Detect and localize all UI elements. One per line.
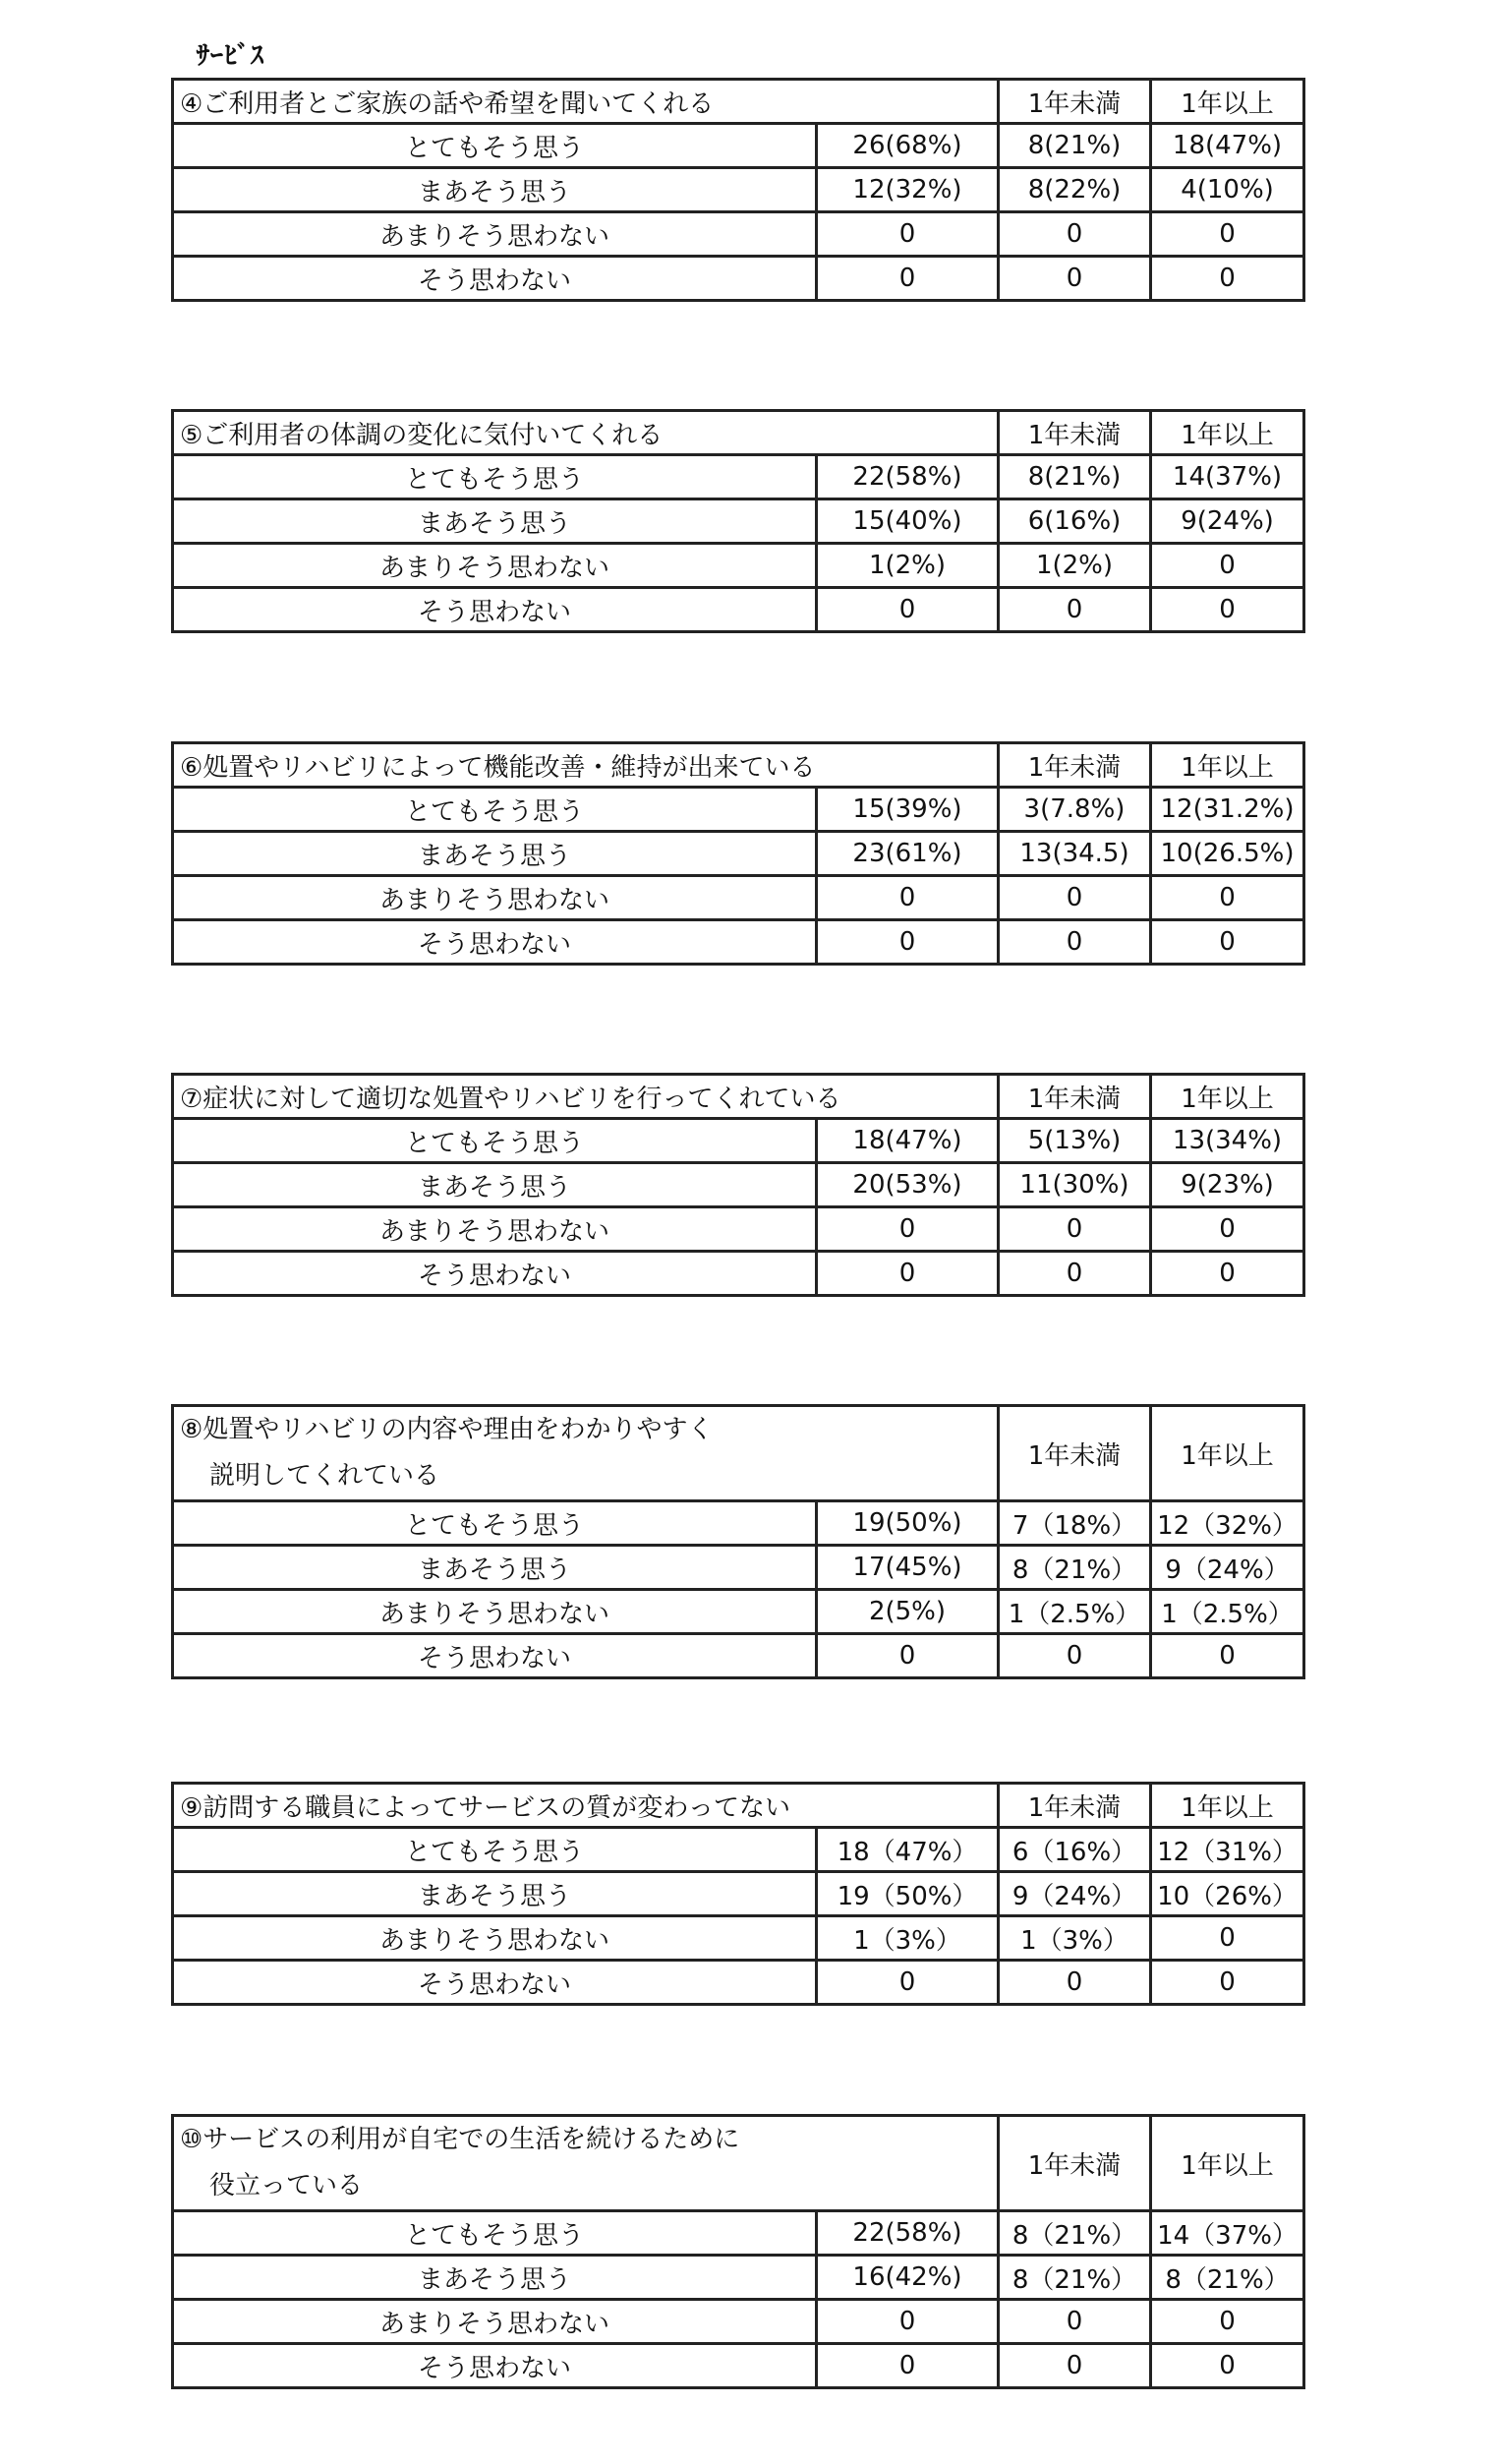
under1-cell: 0 bbox=[999, 920, 1151, 965]
row-label: そう思わない bbox=[173, 920, 817, 965]
total-cell: 0 bbox=[817, 876, 999, 920]
under1-cell: 0 bbox=[999, 1634, 1151, 1678]
under1-cell: 1（2.5%） bbox=[999, 1590, 1151, 1634]
total-cell: 12(32%) bbox=[817, 168, 999, 212]
table-row bbox=[173, 2344, 1304, 2388]
section-heading: ｻｰﾋﾞｽ bbox=[197, 41, 265, 71]
col-header-under1: 1年未満 bbox=[999, 80, 1151, 124]
total-cell: 18（47%） bbox=[817, 1828, 999, 1872]
over1-cell: 0 bbox=[1151, 212, 1304, 257]
under1-cell: 1（3%） bbox=[999, 1916, 1151, 1961]
col-header-over1: 1年以上 bbox=[1151, 743, 1304, 788]
question-text: ④ご利用者とご家族の話や希望を聞いてくれる bbox=[173, 80, 999, 124]
row-label: とてもそう思う bbox=[173, 1119, 817, 1163]
table-row bbox=[173, 1501, 1304, 1546]
row-label: まあそう思う bbox=[173, 499, 817, 544]
over1-cell: 12(31.2%) bbox=[1151, 788, 1304, 832]
row-label: まあそう思う bbox=[173, 2256, 817, 2300]
total-cell: 16(42%) bbox=[817, 2256, 999, 2300]
row-label: あまりそう思わない bbox=[173, 1207, 817, 1252]
table-row bbox=[173, 832, 1304, 876]
row-label: そう思わない bbox=[173, 1634, 817, 1678]
total-cell: 15(40%) bbox=[817, 499, 999, 544]
row-label: とてもそう思う bbox=[173, 455, 817, 499]
row-label: そう思わない bbox=[173, 588, 817, 632]
col-header-under1: 1年未満 bbox=[999, 1075, 1151, 1119]
over1-cell: 0 bbox=[1151, 876, 1304, 920]
row-label: まあそう思う bbox=[173, 832, 817, 876]
over1-cell: 0 bbox=[1151, 544, 1304, 588]
over1-cell: 0 bbox=[1151, 1252, 1304, 1296]
under1-cell: 8（21%） bbox=[999, 1546, 1151, 1590]
question-line-2: 役立っている bbox=[209, 2171, 364, 2200]
question-line-1: ⑩サービスの利用が自宅での生活を続けるために bbox=[180, 2125, 740, 2154]
total-cell: 1（3%） bbox=[817, 1916, 999, 1961]
over1-cell: 0 bbox=[1151, 2344, 1304, 2388]
row-label: まあそう思う bbox=[173, 1163, 817, 1207]
under1-cell: 0 bbox=[999, 2344, 1151, 2388]
table-row bbox=[173, 1828, 1304, 1872]
total-cell: 0 bbox=[817, 212, 999, 257]
under1-cell: 11(30%) bbox=[999, 1163, 1151, 1207]
total-cell: 23(61%) bbox=[817, 832, 999, 876]
table-header-row bbox=[173, 2116, 1304, 2211]
total-cell: 0 bbox=[817, 1961, 999, 2005]
table-row bbox=[173, 1119, 1304, 1163]
survey-table-4 bbox=[171, 78, 1305, 302]
over1-cell: 0 bbox=[1151, 588, 1304, 632]
total-cell: 0 bbox=[817, 1252, 999, 1296]
table-row bbox=[173, 544, 1304, 588]
survey-table-8 bbox=[171, 1404, 1305, 1679]
col-header-under1: 1年未満 bbox=[999, 411, 1151, 455]
table-row bbox=[173, 920, 1304, 965]
over1-cell: 14(37%) bbox=[1151, 455, 1304, 499]
row-label: あまりそう思わない bbox=[173, 1916, 817, 1961]
total-cell: 15(39%) bbox=[817, 788, 999, 832]
survey-table-10 bbox=[171, 2114, 1305, 2389]
row-label: そう思わない bbox=[173, 2344, 817, 2388]
total-cell: 0 bbox=[817, 588, 999, 632]
table-row bbox=[173, 455, 1304, 499]
table-header-row bbox=[173, 1784, 1304, 1828]
table-row bbox=[173, 1916, 1304, 1961]
question-text: ⑦症状に対して適切な処置やリハビリを行ってくれている bbox=[173, 1075, 999, 1119]
table-row bbox=[173, 1546, 1304, 1590]
total-cell: 18(47%) bbox=[817, 1119, 999, 1163]
total-cell: 17(45%) bbox=[817, 1546, 999, 1590]
question-text: ⑨訪問する職員によってサービスの質が変わってない bbox=[173, 1784, 999, 1828]
table-header-row bbox=[173, 411, 1304, 455]
under1-cell: 9（24%） bbox=[999, 1872, 1151, 1916]
under1-cell: 0 bbox=[999, 212, 1151, 257]
over1-cell: 8（21%） bbox=[1151, 2256, 1304, 2300]
row-label: とてもそう思う bbox=[173, 124, 817, 168]
under1-cell: 0 bbox=[999, 2300, 1151, 2344]
col-header-under1: 1年未満 bbox=[999, 743, 1151, 788]
under1-cell: 0 bbox=[999, 876, 1151, 920]
over1-cell: 0 bbox=[1151, 257, 1304, 301]
question-line-1: ⑧処置やリハビリの内容や理由をわかりやすく bbox=[180, 1415, 714, 1444]
over1-cell: 14（37%） bbox=[1151, 2211, 1304, 2256]
over1-cell: 10(26.5%) bbox=[1151, 832, 1304, 876]
table-row bbox=[173, 1163, 1304, 1207]
table-row bbox=[173, 257, 1304, 301]
over1-cell: 4(10%) bbox=[1151, 168, 1304, 212]
table-row bbox=[173, 2211, 1304, 2256]
under1-cell: 8(22%) bbox=[999, 168, 1151, 212]
over1-cell: 0 bbox=[1151, 1916, 1304, 1961]
row-label: そう思わない bbox=[173, 257, 817, 301]
col-header-over1: 1年以上 bbox=[1151, 1075, 1304, 1119]
col-header-over1: 1年以上 bbox=[1151, 1406, 1304, 1501]
total-cell: 22(58%) bbox=[817, 2211, 999, 2256]
survey-table-7 bbox=[171, 1073, 1305, 1297]
question-text bbox=[173, 1406, 999, 1501]
col-header-under1: 1年未満 bbox=[999, 1784, 1151, 1828]
over1-cell: 9（24%） bbox=[1151, 1546, 1304, 1590]
table-header-row bbox=[173, 1075, 1304, 1119]
total-cell: 2(5%) bbox=[817, 1590, 999, 1634]
over1-cell: 0 bbox=[1151, 1207, 1304, 1252]
over1-cell: 10（26%） bbox=[1151, 1872, 1304, 1916]
table-row bbox=[173, 1634, 1304, 1678]
under1-cell: 8(21%) bbox=[999, 124, 1151, 168]
under1-cell: 7（18%） bbox=[999, 1501, 1151, 1546]
under1-cell: 0 bbox=[999, 588, 1151, 632]
over1-cell: 12（31%） bbox=[1151, 1828, 1304, 1872]
under1-cell: 13(34.5) bbox=[999, 832, 1151, 876]
table-header-row bbox=[173, 80, 1304, 124]
row-label: とてもそう思う bbox=[173, 1828, 817, 1872]
row-label: まあそう思う bbox=[173, 1872, 817, 1916]
col-header-over1: 1年以上 bbox=[1151, 1784, 1304, 1828]
row-label: まあそう思う bbox=[173, 168, 817, 212]
row-label: とてもそう思う bbox=[173, 2211, 817, 2256]
total-cell: 1(2%) bbox=[817, 544, 999, 588]
table-row bbox=[173, 1590, 1304, 1634]
table-row bbox=[173, 2300, 1304, 2344]
col-header-over1: 1年以上 bbox=[1151, 411, 1304, 455]
survey-table-6 bbox=[171, 741, 1305, 966]
over1-cell: 0 bbox=[1151, 1634, 1304, 1678]
total-cell: 0 bbox=[817, 257, 999, 301]
table-header-row bbox=[173, 1406, 1304, 1501]
table-row bbox=[173, 499, 1304, 544]
row-label: とてもそう思う bbox=[173, 1501, 817, 1546]
over1-cell: 0 bbox=[1151, 2300, 1304, 2344]
question-text: ⑥処置やリハビリによって機能改善・維持が出来ている bbox=[173, 743, 999, 788]
table-row bbox=[173, 1207, 1304, 1252]
question-text: ⑤ご利用者の体調の変化に気付いてくれる bbox=[173, 411, 999, 455]
total-cell: 0 bbox=[817, 1207, 999, 1252]
survey-table-5 bbox=[171, 409, 1305, 633]
table-row bbox=[173, 876, 1304, 920]
table-row bbox=[173, 124, 1304, 168]
row-label: あまりそう思わない bbox=[173, 544, 817, 588]
total-cell: 0 bbox=[817, 2344, 999, 2388]
over1-cell: 0 bbox=[1151, 1961, 1304, 2005]
over1-cell: 18(47%) bbox=[1151, 124, 1304, 168]
table-row bbox=[173, 2256, 1304, 2300]
over1-cell: 1（2.5%） bbox=[1151, 1590, 1304, 1634]
row-label: とてもそう思う bbox=[173, 788, 817, 832]
total-cell: 19（50%） bbox=[817, 1872, 999, 1916]
col-header-over1: 1年以上 bbox=[1151, 2116, 1304, 2211]
under1-cell: 0 bbox=[999, 1207, 1151, 1252]
table-row bbox=[173, 168, 1304, 212]
under1-cell: 6(16%) bbox=[999, 499, 1151, 544]
col-header-under1: 1年未満 bbox=[999, 2116, 1151, 2211]
total-cell: 0 bbox=[817, 2300, 999, 2344]
under1-cell: 3(7.8%) bbox=[999, 788, 1151, 832]
under1-cell: 8（21%） bbox=[999, 2256, 1151, 2300]
over1-cell: 9(23%) bbox=[1151, 1163, 1304, 1207]
row-label: そう思わない bbox=[173, 1252, 817, 1296]
under1-cell: 0 bbox=[999, 1961, 1151, 2005]
row-label: あまりそう思わない bbox=[173, 212, 817, 257]
table-row bbox=[173, 1252, 1304, 1296]
total-cell: 0 bbox=[817, 920, 999, 965]
question-line-2: 説明してくれている bbox=[209, 1461, 440, 1491]
under1-cell: 6（16%） bbox=[999, 1828, 1151, 1872]
row-label: まあそう思う bbox=[173, 1546, 817, 1590]
table-header-row bbox=[173, 743, 1304, 788]
under1-cell: 0 bbox=[999, 257, 1151, 301]
total-cell: 20(53%) bbox=[817, 1163, 999, 1207]
row-label: あまりそう思わない bbox=[173, 2300, 817, 2344]
table-row bbox=[173, 1961, 1304, 2005]
survey-table-9 bbox=[171, 1782, 1305, 2006]
row-label: あまりそう思わない bbox=[173, 1590, 817, 1634]
total-cell: 22(58%) bbox=[817, 455, 999, 499]
table-row bbox=[173, 588, 1304, 632]
col-header-under1: 1年未満 bbox=[999, 1406, 1151, 1501]
under1-cell: 0 bbox=[999, 1252, 1151, 1296]
question-text bbox=[173, 2116, 999, 2211]
table-row bbox=[173, 212, 1304, 257]
table-row bbox=[173, 1872, 1304, 1916]
total-cell: 0 bbox=[817, 1634, 999, 1678]
over1-cell: 9(24%) bbox=[1151, 499, 1304, 544]
under1-cell: 1(2%) bbox=[999, 544, 1151, 588]
under1-cell: 5(13%) bbox=[999, 1119, 1151, 1163]
over1-cell: 13(34%) bbox=[1151, 1119, 1304, 1163]
table-row bbox=[173, 788, 1304, 832]
col-header-over1: 1年以上 bbox=[1151, 80, 1304, 124]
under1-cell: 8(21%) bbox=[999, 455, 1151, 499]
under1-cell: 8（21%） bbox=[999, 2211, 1151, 2256]
over1-cell: 0 bbox=[1151, 920, 1304, 965]
row-label: あまりそう思わない bbox=[173, 876, 817, 920]
row-label: そう思わない bbox=[173, 1961, 817, 2005]
total-cell: 26(68%) bbox=[817, 124, 999, 168]
total-cell: 19(50%) bbox=[817, 1501, 999, 1546]
over1-cell: 12（32%） bbox=[1151, 1501, 1304, 1546]
